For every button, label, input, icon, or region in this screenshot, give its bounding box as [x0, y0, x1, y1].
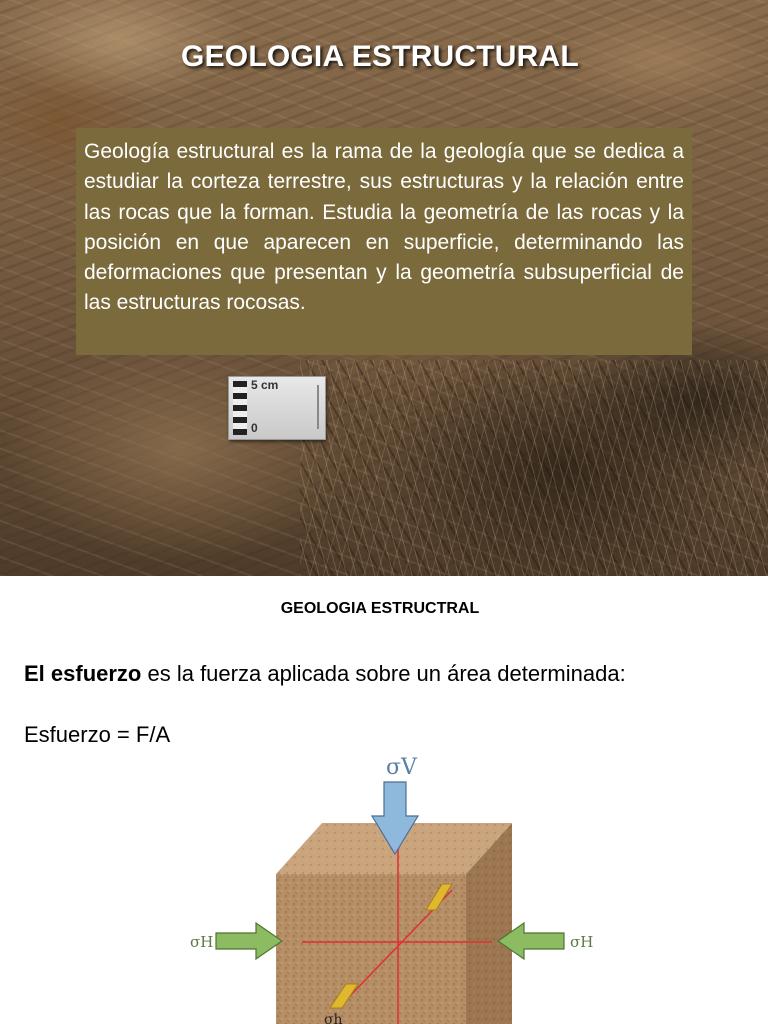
slide-title: GEOLOGIA ESTRUCTURAL [181, 40, 579, 73]
slide2-heading: GEOLOGIA ESTRUCTRAL [280, 600, 480, 617]
scale-bottom-label: 0 [251, 421, 258, 435]
scale-top-label: 5 cm [251, 378, 279, 392]
left-horizontal-stress-arrow-icon [216, 923, 282, 959]
scale-card-photo [228, 376, 326, 440]
stress-term: El esfuerzo [24, 661, 142, 686]
vertical-stress-label: σV [386, 755, 417, 780]
right-horizontal-stress-label: σH [570, 933, 594, 951]
scale-ruler-ticks [233, 381, 247, 435]
dry-grass-texture [300, 360, 768, 576]
intro-text-box [76, 128, 692, 355]
stress-definition [24, 661, 626, 687]
bottom-stress-label: σh [324, 1012, 343, 1024]
left-horizontal-stress-label: σH [190, 933, 214, 951]
intro-paragraph: Geología estructural es la rama de la geología que se dedica a estudiar la corteza terrestre, sus estructuras y la relación entre las rocas que la forman. Estudia la geometría de las rocas y la posición en que aparecen en superficie, determinando las deformaciones que presentan y la geometría subsuperficial de las estructuras rocosas. [84, 140, 684, 315]
stress-formula: Esfuerzo = F/A [24, 722, 171, 747]
stress-block-diagram [180, 750, 610, 1024]
scale-north-arrow-icon [317, 385, 319, 429]
stress-definition-text: es la fuerza aplicada sobre un área determinada: [141, 661, 626, 686]
